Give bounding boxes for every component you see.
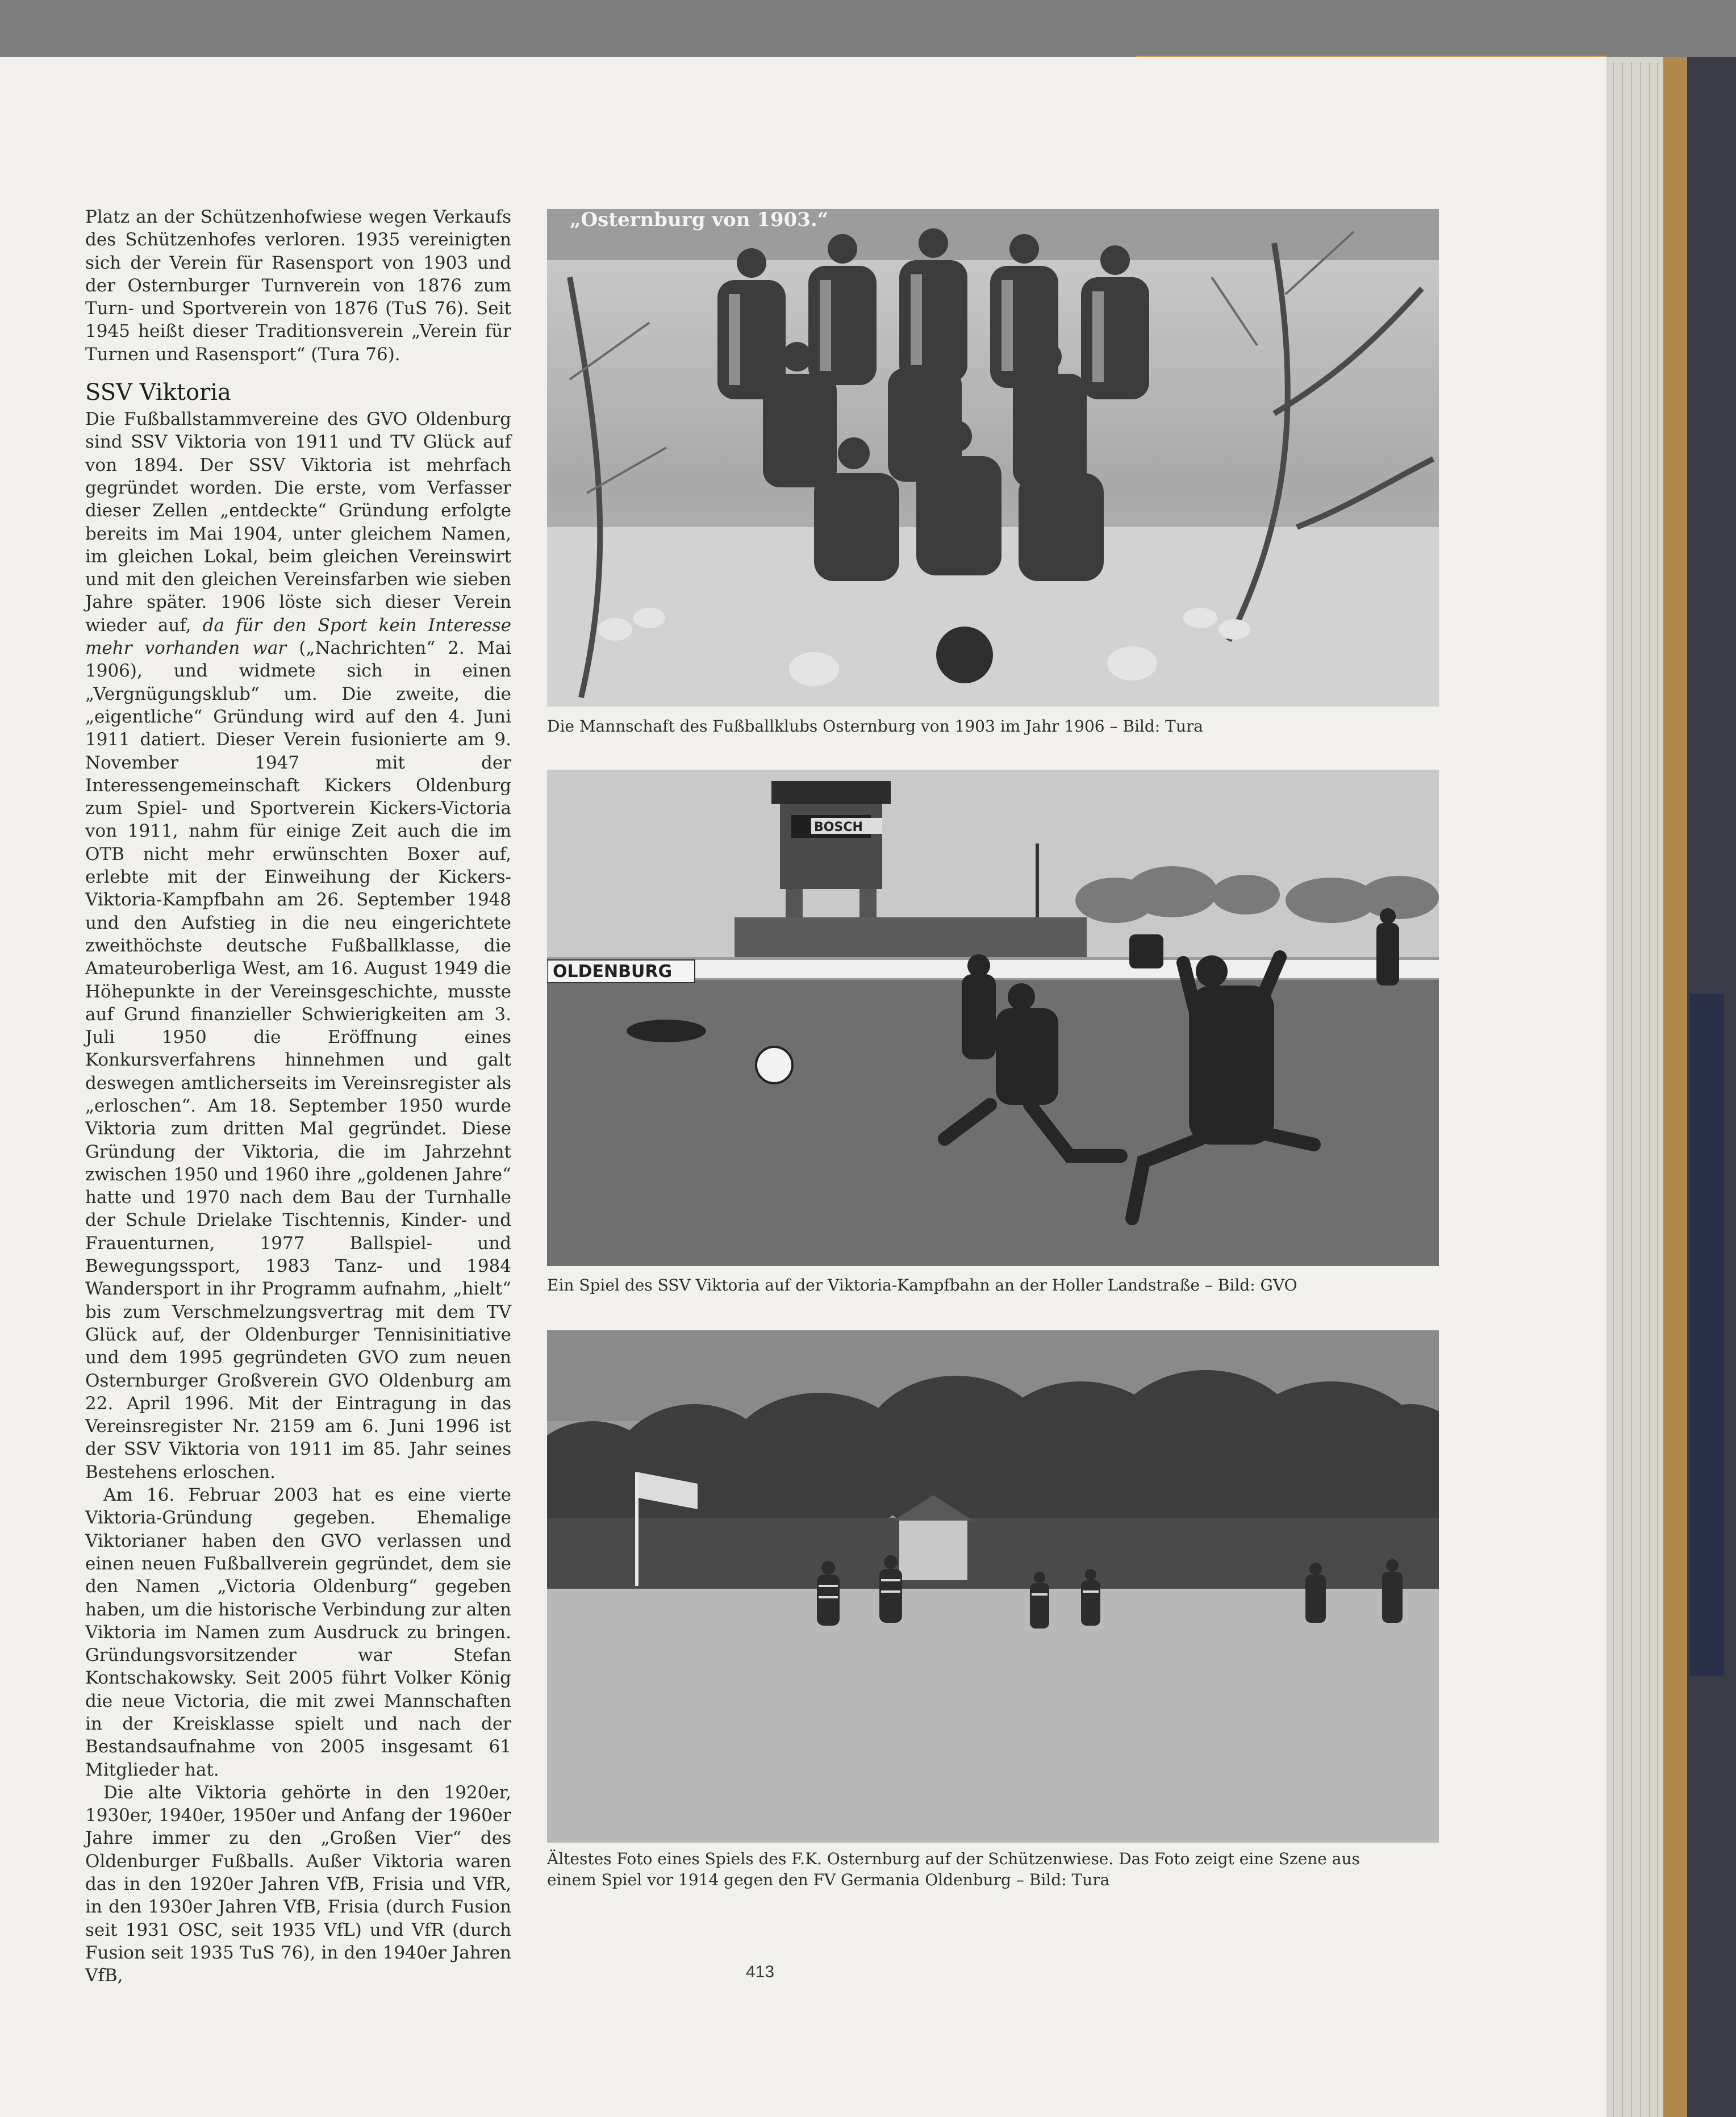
match-photo-schuetzenwiese [547, 1330, 1439, 1843]
paragraph-3: Die alte Viktoria gehörte in den 1920er, 1930er, 1940er, 1950er und Anfang der 1960er Jahre immer zu den „Großen Vier“ des Oldenburger Fußballs. Außer Viktoria waren das in den 1920er Jahren VfB, Frisia und VfR, in den 1930er Jahren VfB, Frisia (durch Fusion seit 1931 OSC, seit 1935 VfL) und VfR (durch Fusion seit 1935 TuS 76), in den 1940er Jahren VfB, [85, 1782, 511, 1986]
paragraph-1 [85, 408, 511, 1484]
intro-paragraph: Platz an der Schützenhofwiese wegen Verkaufs des Schützenhofes verloren. 1935 vereinigten sich der Verein für Rasensport von 1903 und der Osternburger Turnverein von 1876 zum Turn- und Sportverein von 1876 (TuS 76). Seit 1945 heißt dieser Traditionsverein „Verein für Turnen und Rasensport“ (Tura 76). [85, 207, 511, 365]
photo-inscription: „Osternburg von 1903.“ [570, 209, 829, 231]
caption-oldest-photo-line2: einem Spiel vor 1914 gegen den FV Germania Oldenburg – Bild: Tura [547, 1870, 1110, 1889]
caption-oldest-photo [547, 1848, 1439, 1890]
paragraph-2: Am 16. Februar 2003 hat es eine vierte Viktoria-Gründung gegeben. Ehemalige Viktorianer haben den GVO verlassen und einen neuen Fußballverein gegründet, dem sie den Namen „Victoria Oldenburg“ gegeben haben, um die historische Verbindung zur alten Viktoria im Namen zum Ausdruck zu bringen. Gründungsvorsitzender war Stefan Kontschakowsky. Seit 2005 führt Volker König die neue Victoria, die mit zwei Mannschaften in der Kreisklasse spielt und nach der Bestandsaufnahme von 2005 insgesamt 61 Mitglieder hat. [85, 1485, 511, 1780]
stand-sign-text: BOSCH [814, 820, 863, 834]
match-photo-kampfbahn [547, 770, 1439, 1266]
section-heading: SSV Viktoria [85, 379, 231, 406]
page-number: 413 [745, 1962, 775, 1981]
paragraph-1-end: („Nachrichten“ 2. Mai 1906), und widmete sich in einen „Vergnügungsklub“ um. Die zweite, die „eigentliche“ Gründung wird auf den 4. Juni 1911 datiert. Dieser Verein fusionierte am 9. November 1947 mit der Interessengemeinschaft Kickers Oldenburg zum Spiel- und Sportverein Kickers-Victoria von 1911, nahm für einige Zeit auch die im OTB nicht mehr erwünschten Boxer auf, erlebte mit der Einweihung der Kickers-Viktoria-Kampfbahn am 26. September 1948 und den Aufstieg in die neu eingerichtete zweithöchste deutsche Fußballklasse, die Amateuroberliga West, am 16. August 1949 die Höhepunkte in der Vereinsgeschichte, musste auf Grund finanzieller Schwierigkeiten am 3. Juli 1950 die Eröffnung eines Konkursverfahrens hinnehmen und galt deswegen amtlicherseits im Vereinsregister als „erloschen“. Am 18. September 1950 wurde Viktoria zum dritten Mal gegründet. Diese Gründung der Viktoria, die im Jahrzehnt zwischen 1950 und 1960 ihre „goldenen Jahre“ hatte und 1970 nach dem Bau der Turnhalle der Schule Drielake Tischtennis, Kinder- und Frauenturnen, 1977 Ballspiel- und Bewegungssport, 1983 Tanz- und 1984 Wandersport in ihr Programm aufnahm, „hielt“ bis zum Verschmelzungsvertrag mit dem TV Glück auf, der Oldenburger Tennisinitiative und dem 1995 gegründeten GVO zum neuen Osternburger Großverein GVO Oldenburg am 22. April 1996. Mit der Eintragung in das Vereinsregister Nr. 2159 am 6. Juni 1996 ist der SSV Viktoria von 1911 im 85. Jahr seines Bestehens erloschen. [85, 638, 511, 1483]
paragraph-1-start: Die Fußballstammvereine des GVO Oldenburg sind SSV Viktoria von 1911 und TV Glück auf von 1894. Der SSV Viktoria ist mehrfach gegründet worden. Die erste, vom Verfasser dieser Zellen „entdeckte“ Gründung erfolgte bereits im Mai 1904, unter gleichem Namen, im gleichen Lokal, beim gleichen Vereinswirt und mit den gleichen Vereinsfarben wie sieben Jahre später. 1906 löste sich dieser Verein wieder auf, [85, 409, 511, 636]
team-photo [547, 209, 1439, 707]
caption-team-photo: Die Mannschaft des Fußballklubs Osternburg von 1903 im Jahr 1906 – Bild: Tura [547, 717, 1203, 736]
caption-oldest-photo-line1: Ältestes Foto eines Spiels des F.K. Osternburg auf der Schützenwiese. Das Foto zeigt eine Szene aus [547, 1849, 1360, 1868]
caption-match-photo: Ein Spiel des SSV Viktoria auf der Viktoria-Kampfbahn an der Holler Landstraße – Bild: GVO [547, 1276, 1297, 1295]
newspaper-quote: da für den Sport kein Interesse mehr vorhanden war [85, 615, 511, 659]
board-text: OLDENBURG [553, 962, 673, 982]
text-column [85, 206, 511, 1987]
